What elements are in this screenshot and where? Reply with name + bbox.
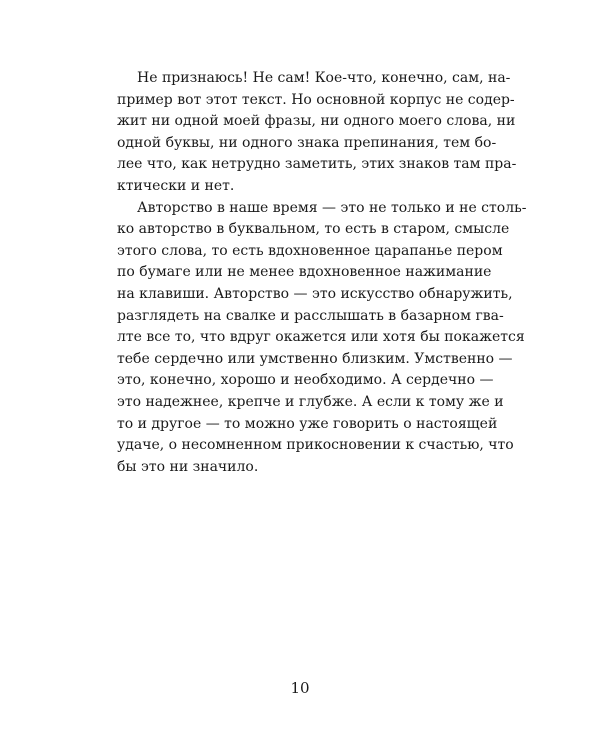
text-line: жит ни одной моей фразы, ни одного моего слова, ни xyxy=(117,113,516,130)
body-text xyxy=(117,68,527,478)
page-number: 10 xyxy=(290,679,310,697)
text-line: лте все то, что вдруг окажется или хотя бы покажется xyxy=(117,329,525,346)
text-line: пример вот этот текст. Но основной корпус не содер- xyxy=(117,91,515,108)
text-line: разглядеть на свалке и расслышать в базарном гва- xyxy=(117,307,504,324)
text-line: этого слова, то есть вдохновенное царапанье пером xyxy=(117,242,503,259)
text-line: тебе сердечно или умственно близким. Умственно — xyxy=(117,350,513,367)
text-line: это, конечно, хорошо и необходимо. А сердечно — xyxy=(117,372,494,389)
text-line: ктически и нет. xyxy=(117,177,235,194)
text-line: Авторство в наше время — это не только и не столь- xyxy=(137,199,527,216)
text-line: ко авторство в буквальном, то есть в старом, смысле xyxy=(117,221,510,238)
text-line: по бумаге или не менее вдохновенное нажимание xyxy=(117,264,492,281)
paragraph-2 xyxy=(117,198,527,479)
text-line: Не признаюсь! Не сам! Кое-что, конечно, сам, на- xyxy=(137,70,511,86)
text-line: одной буквы, ни одного знака препинания, тем бо- xyxy=(117,134,497,151)
paragraph-1 xyxy=(117,68,517,198)
text-line: это надежнее, крепче и глубже. А если к тому же и xyxy=(117,393,504,410)
text-line: лее что, как нетрудно заметить, этих знаков там пра- xyxy=(117,156,517,173)
text-line: удаче, о несомненном прикосновении к счастью, что xyxy=(117,437,514,454)
text-line: то и другое — то можно уже говорить о настоящей xyxy=(117,415,498,432)
text-line: на клавиши. Авторство — это искусство обнаружить, xyxy=(117,285,513,302)
text-line: бы это ни значило. xyxy=(117,458,259,475)
